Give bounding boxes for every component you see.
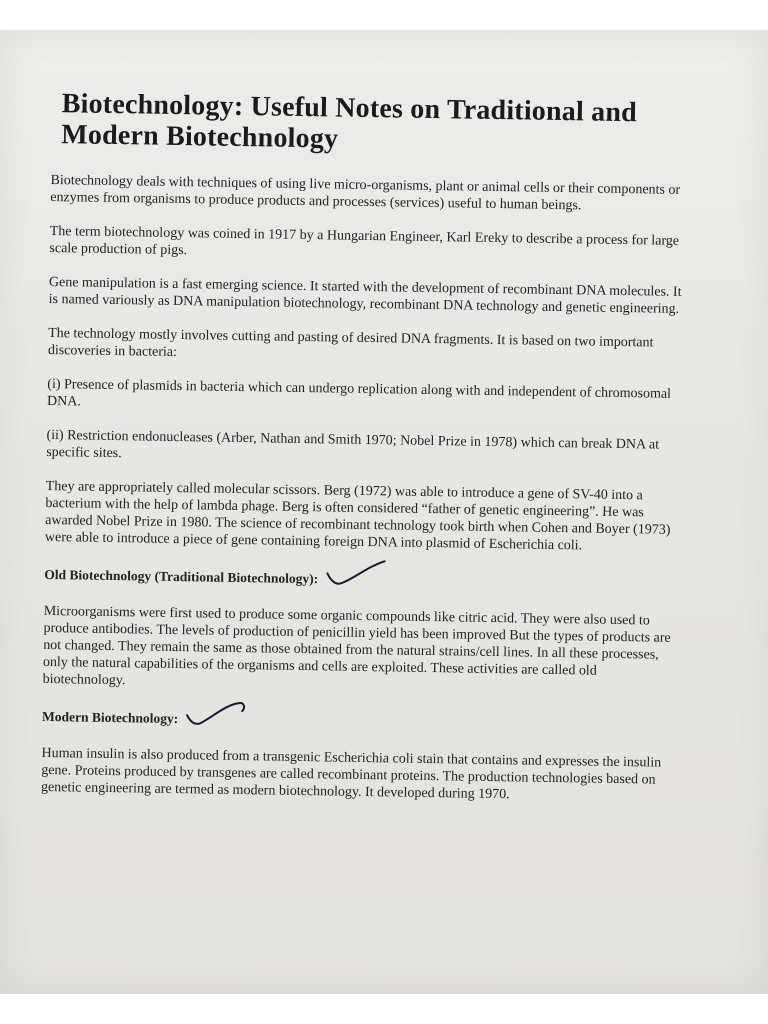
- paragraph-plasmids: (i) Presence of plasmids in bacteria which can undergo replication along with and independent of chromosomal DNA.: [46, 376, 672, 410]
- section-heading-modern: [42, 705, 678, 739]
- paragraph-molecular-scissors: They are appropriately called molecular scissors. Berg (1972) was able to introduce a gene of SV-40 into a bacterium with the help of lambda phage. Berg is often considered “father of genetic engineering”. He was awarded Nobel Prize in 1980. The science of recombinant technology took birth when Cohen and Boyer (1973) were able to introduce a piece of gene containing foreign DNA into plasmid of Escherichia coli.: [44, 478, 671, 554]
- paragraph-intro: Biotechnology deals with techniques of using live micro-organisms, plant or animal cells or their components or enzymes from organisms to produce products and processes (services) useful to human beings.: [50, 172, 681, 214]
- section-heading-modern-text: Modern Biotechnology:: [42, 708, 179, 727]
- paragraph-technology-basis: The technology mostly involves cutting and pasting of desired DNA fragments. It is based on two important discoveries in bacteria:: [47, 325, 654, 360]
- paragraph-term-origin: The term biotechnology was coined in 1917 by a Hungarian Engineer, Karl Ereky to describe a process for large scale production of pigs.: [49, 223, 680, 259]
- paragraph-modern-biotech: Human insulin is also produced from a transgenic Escherichia coli stain that contains and expresses the insulin gene. Proteins produced by transgenes are called recombinant proteins. The production technologies based on genetic engineering are termed as modern biotechnology. It developed during 1970.: [40, 745, 662, 803]
- handwritten-check-icon: [324, 557, 389, 592]
- document-content: [41, 88, 688, 823]
- page-title: Biotechnology: Useful Notes on Traditional and Modern Biotechnology: [61, 88, 638, 155]
- paragraph-old-biotech: Microorganisms were first used to produce some organic compounds like citric acid. They were also used to produce antibodies. The levels of production of penicillin yield has been improved But the types of products are not changed. They remain the same as those obtained from the natural strains/cell lines. In all these processes, only the natural capabilities of the organisms and cells are exploited. These activities are called old biotechnology.: [42, 603, 671, 689]
- section-heading-old: [44, 563, 680, 597]
- section-heading-old-text: Old Biotechnology (Traditional Biotechnology):: [44, 566, 319, 587]
- paragraph-gene-manipulation: Gene manipulation is a fast emerging science. It started with the development of recombinant DNA molecules. It is named variously as DNA manipulation biotechnology, recombinant DNA technology and genetic engineering.: [48, 274, 682, 317]
- handwritten-check-icon: [184, 697, 249, 732]
- paragraph-restriction-enzymes: (ii) Restriction endonucleases (Arber, Nathan and Smith 1970; Nobel Prize in 1978) which can break DNA at specific sites.: [46, 427, 660, 462]
